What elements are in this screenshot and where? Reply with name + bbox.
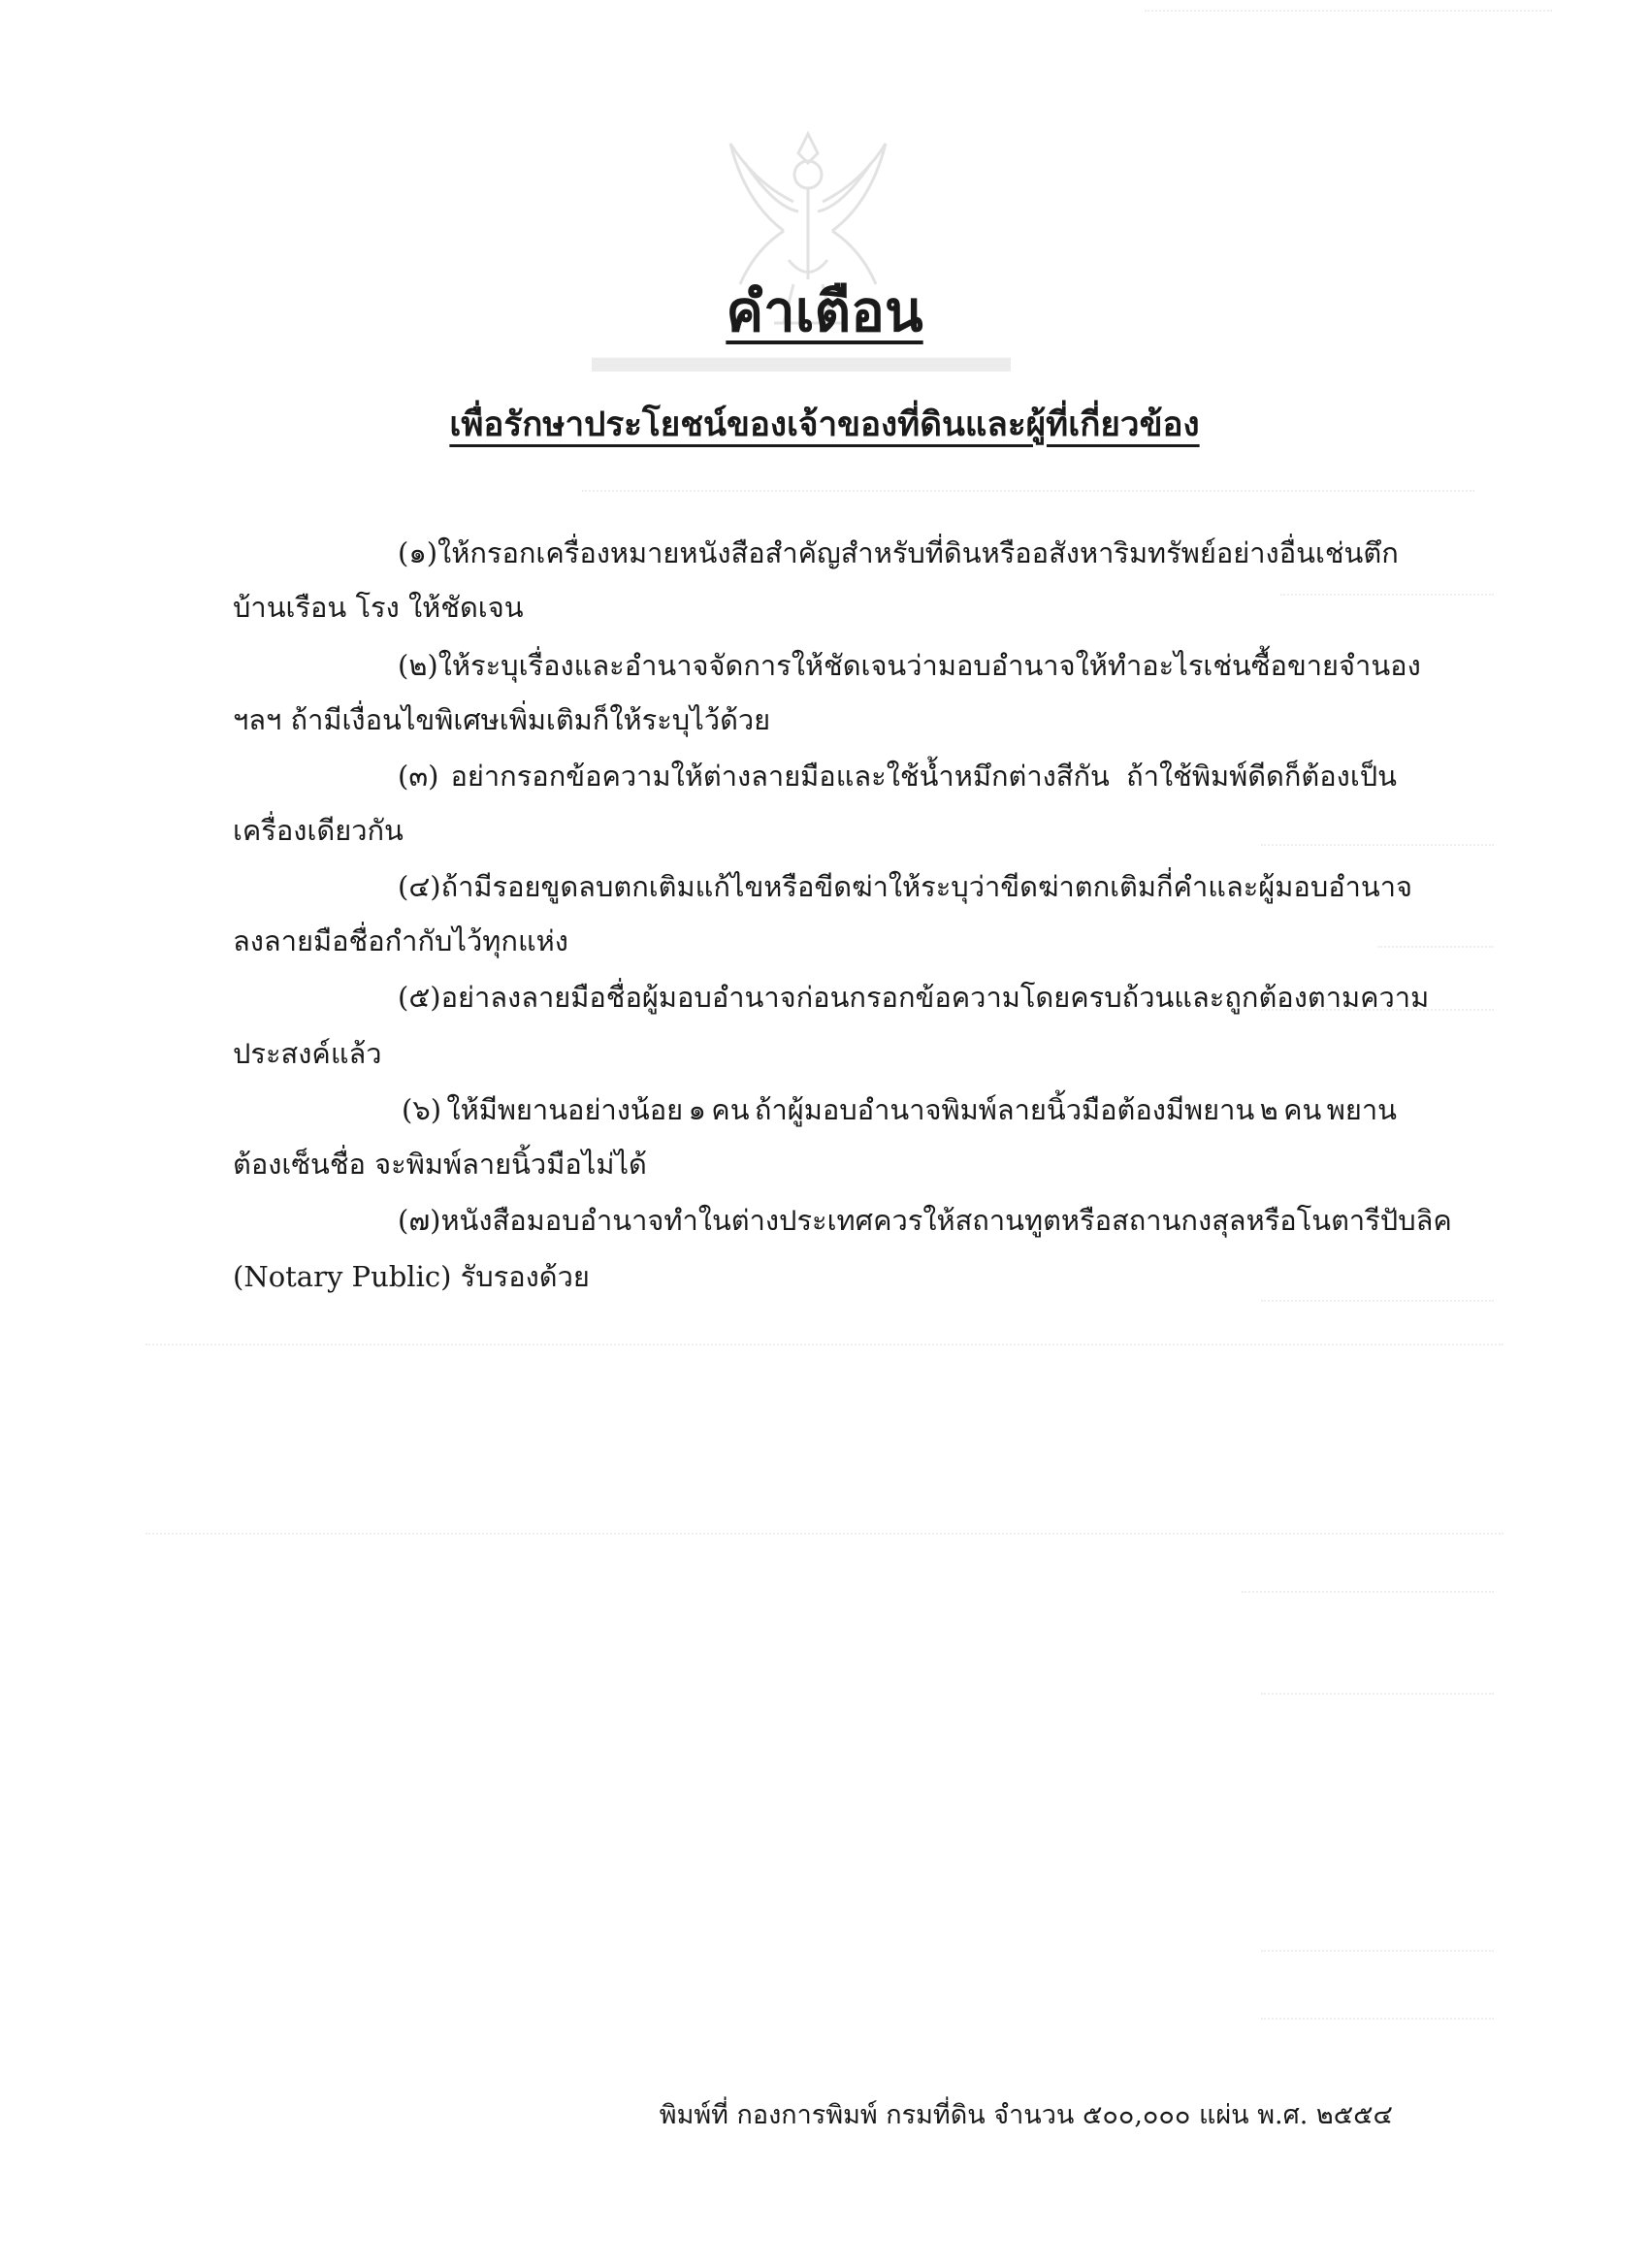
list-item-5-line-2: ประสงค์แล้ว — [233, 1037, 382, 1070]
item-text: เช่น — [1314, 536, 1364, 569]
list-item-7-line-2: (Notary Public) รับรองด้วย — [233, 1260, 590, 1293]
bleed-rule — [1280, 594, 1494, 596]
list-item-6-line-2: ต้องเซ็นชื่อ จะพิมพ์ลายนิ้วมือไม่ได้ — [233, 1148, 647, 1181]
item-lead — [398, 762, 1110, 791]
bleed-heading: ▬▬▬▬▬▬▬▬▬ — [592, 331, 1011, 382]
list-item-3-line-2: เครื่องเดียวกัน — [233, 814, 404, 847]
item-text: ตกเติม — [613, 870, 695, 903]
item-text: หรือขีดฆ่า — [763, 870, 889, 903]
list-item-1-line-2: บ้านเรือน โรง ให้ชัดเจน — [233, 591, 524, 624]
item-text: มอบอำนาจให้ทำอะไร — [937, 649, 1204, 682]
bleed-rule — [1261, 1693, 1494, 1695]
item-text: จำนอง — [1339, 649, 1421, 682]
item-text: พยาน — [1326, 1093, 1397, 1126]
list-item-2-line-2: ฯลฯ ถ้ามีเงื่อนไขพิเศษเพิ่มเติมก็ให้ระบุไว้ด้วย — [233, 703, 771, 736]
item-text: ให้มีพยานอย่างน้อย — [446, 1093, 684, 1126]
item-text: แก้ไข — [695, 870, 764, 903]
list-item-7-line-1 — [398, 1204, 1452, 1237]
item-number: (๗) — [398, 1204, 441, 1237]
item-text: ๒ — [1259, 1093, 1278, 1126]
document-title: คำเตือน — [726, 278, 923, 344]
item-text: ซื้อ — [1250, 649, 1287, 682]
item-text: อย่ากรอกข้อความให้ต่างลายมือและใช้น้ำหมึกต่างสีกัน — [450, 760, 1110, 793]
bleed-rule — [1261, 844, 1494, 846]
bleed-rule — [582, 490, 1474, 492]
bleed-rule — [1261, 1300, 1494, 1302]
item-text: ให้ระบุเรื่องและอำนาจจัดการให้ชัดเจนว่า — [437, 649, 938, 682]
bleed-rule — [1242, 1591, 1494, 1593]
item-number: (๕) — [398, 981, 441, 1014]
bleed-rule — [146, 1533, 1504, 1535]
item-text: คน — [711, 1093, 750, 1126]
item-number: (๑) — [398, 536, 438, 569]
list-item-2-line-1 — [398, 649, 1421, 682]
bleed-rule — [146, 1344, 1504, 1345]
item-text: คน — [1283, 1093, 1322, 1126]
item-number: (๓) — [398, 760, 439, 793]
item-number: (๒) — [398, 649, 438, 682]
document-subtitle: เพื่อรักษาประโยชน์ของเจ้าของที่ดินและผู้ที่เกี่ยวข้อง — [449, 405, 1200, 444]
list-item-4-line-1 — [398, 870, 1413, 903]
item-text: ตึก — [1363, 536, 1399, 569]
item-text: และผู้มอบอำนาจ — [1208, 870, 1413, 903]
list-item-6-line-1 — [402, 1093, 1397, 1126]
item-text: อย่าลงลายมือชื่อผู้มอบอำนาจก่อนกรอกข้อความโดยครบถ้วนและถูกต้องตามความ — [440, 981, 1430, 1014]
item-number: (๔) — [398, 870, 441, 903]
bleed-rule — [1261, 2018, 1494, 2020]
print-footer: พิมพ์ที่ กองการพิมพ์ กรมที่ดิน จำนวน ๕๐๐,๐๐๐ แผ่น พ.ศ. ๒๕๕๔ — [659, 2100, 1393, 2130]
bleed-rule — [1145, 10, 1552, 12]
list-item-3-line-1 — [398, 762, 1397, 791]
item-text: ถ้าผู้มอบอำนาจพิมพ์ลายนิ้วมือต้องมีพยาน — [754, 1093, 1255, 1126]
item-text: หนังสือมอบอำนาจทำในต่างประเทศ — [440, 1204, 874, 1237]
item-text: หรือโนตารีปับลิค — [1245, 1204, 1452, 1237]
item-text: ให้กรอกเครื่องหมายหนังสือสำคัญสำหรับที่ดินหรืออสังหาริมทรัพย์อย่างอื่น — [437, 536, 1315, 569]
item-text: ควรให้สถานทูตหรือสถานกงสุล — [873, 1204, 1246, 1237]
item-text: เช่น — [1203, 649, 1251, 682]
list-item-1-line-1 — [398, 536, 1399, 569]
bleed-rule — [1377, 946, 1494, 948]
item-text: ให้ระบุว่าขีดฆ่าตกเติมกี่คำ — [888, 870, 1209, 903]
bleed-rule — [1261, 1950, 1494, 1952]
item-text: ถ้ามีรอยขูดลบ — [440, 870, 614, 903]
item-text: ๑ — [688, 1093, 706, 1126]
item-text: ถ้าใช้พิมพ์ดีดก็ต้องเป็น — [1126, 760, 1397, 793]
item-text: ขาย — [1286, 649, 1340, 682]
list-item-5-line-1 — [398, 981, 1430, 1014]
item-number: (๖) — [402, 1093, 442, 1126]
list-item-4-line-2: ลงลายมือชื่อกำกับไว้ทุกแห่ง — [233, 924, 568, 957]
